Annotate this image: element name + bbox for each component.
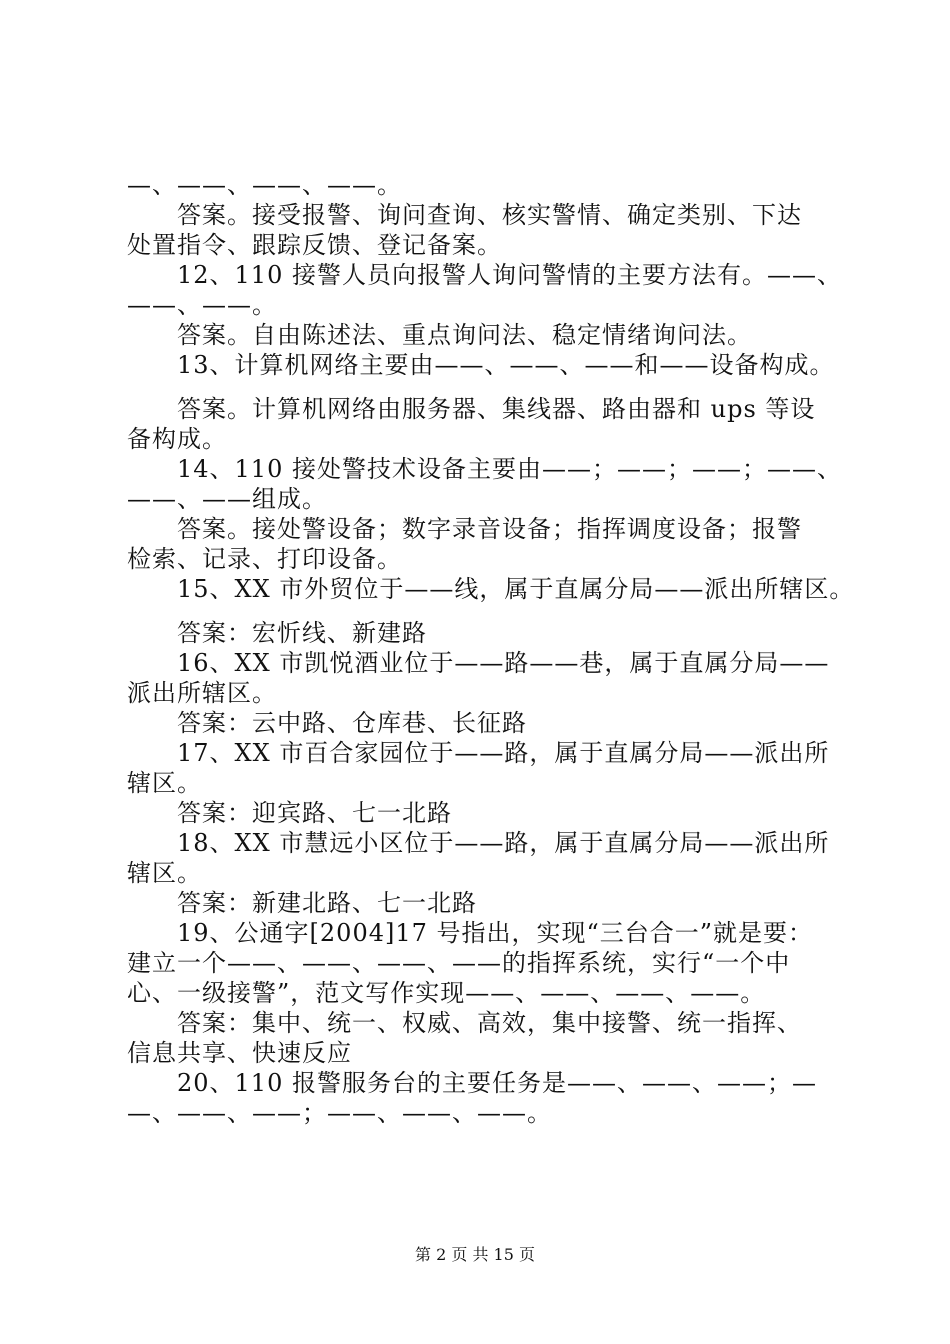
question-18: 18、XX 市慧远小区位于——路，属于直属分局——派出所 <box>177 829 830 857</box>
answer-line: 答案。接受报警、询问查询、核实警情、确定类别、下达 <box>177 201 802 229</box>
text-line: ——、——。 <box>127 291 277 319</box>
text-line: ——、——组成。 <box>127 485 327 513</box>
answer-line: 答案。接处警设备；数字录音设备；指挥调度设备；报警 <box>177 515 802 543</box>
question-19: 19、公通字[2004]17 号指出，实现“三台合一”就是要： <box>177 919 814 947</box>
text-line: 辖区。 <box>127 769 202 797</box>
question-15: 15、XX 市外贸位于——线，属于直属分局——派出所辖区。 <box>177 575 855 603</box>
question-14: 14、110 接处警技术设备主要由——；——；——；——、 <box>177 455 842 483</box>
text-line: 心、一级接警”，范文写作实现——、——、——、——。 <box>127 979 766 1007</box>
answer-line: 答案：集中、统一、权威、高效，集中接警、统一指挥、 <box>177 1009 802 1037</box>
text-line: —、——、——；——、——、——。 <box>127 1099 552 1127</box>
text-line: 派出所辖区。 <box>127 679 277 707</box>
answer-line: 答案：新建北路、七一北路 <box>177 889 477 917</box>
text-line: 检索、记录、打印设备。 <box>127 545 402 573</box>
answer-line: 答案：云中路、仓库巷、长征路 <box>177 709 527 737</box>
question-16: 16、XX 市凯悦酒业位于——路——巷，属于直属分局—— <box>177 649 830 677</box>
question-13: 13、计算机网络主要由——、——、——和——设备构成。 <box>177 351 835 379</box>
text-line: —、——、——、——。 <box>127 171 402 199</box>
body-text <box>127 170 855 1128</box>
question-20: 20、110 报警服务台的主要任务是——、——、——；— <box>177 1069 817 1097</box>
answer-line: 答案：宏忻线、新建路 <box>177 619 427 647</box>
answer-line: 答案：迎宾路、七一北路 <box>177 799 452 827</box>
text-line: 辖区。 <box>127 859 202 887</box>
text-line: 建立一个——、——、——、——的指挥系统，实行“一个中 <box>127 949 791 977</box>
text-line: 备构成。 <box>127 425 227 453</box>
text-line: 信息共享、快速反应 <box>127 1039 352 1067</box>
answer-line: 答案。自由陈述法、重点询问法、稳定情绪询问法。 <box>177 321 752 349</box>
question-12: 12、110 接警人员向报警人询问警情的主要方法有。——、 <box>177 261 842 289</box>
page-footer: 第 2 页 共 15 页 <box>415 1245 535 1264</box>
question-17: 17、XX 市百合家园位于——路，属于直属分局——派出所 <box>177 739 830 767</box>
text-line: 处置指令、跟踪反馈、登记备案。 <box>127 231 502 259</box>
answer-line: 答案。计算机网络由服务器、集线器、路由器和 ups 等设 <box>177 395 816 423</box>
